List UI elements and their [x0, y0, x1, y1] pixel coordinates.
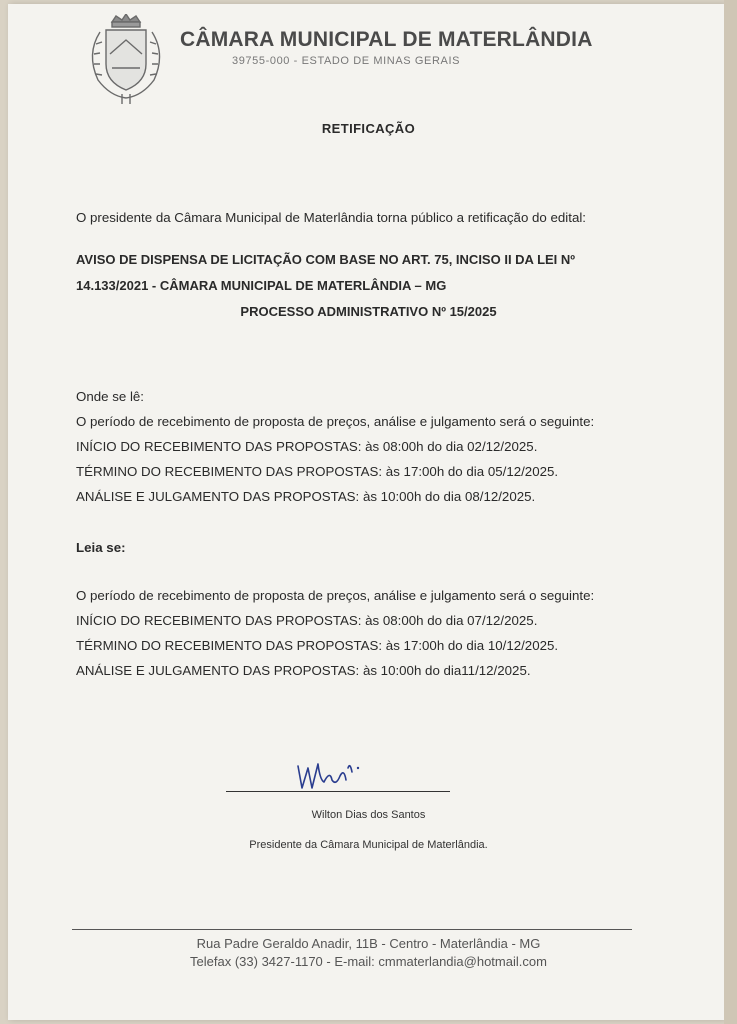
signature-line	[226, 791, 450, 792]
where-reads-analysis: ANÁLISE E JULGAMENTO DAS PROPOSTAS: às 10:00h do dia 08/12/2025.	[76, 489, 536, 504]
org-address: 39755-000 - ESTADO DE MINAS GERAIS	[232, 55, 461, 67]
document-title: RETIFICAÇÃO	[321, 121, 416, 136]
signer-name: Wilton Dias dos Santos	[311, 809, 426, 821]
document-page	[8, 4, 724, 1020]
read-as-analysis: ANÁLISE E JULGAMENTO DAS PROPOSTAS: às 10:00h do dia11/12/2025.	[76, 663, 531, 678]
where-reads-label: Onde se lê:	[76, 389, 145, 404]
read-as-intro: O período de recebimento de proposta de preços, análise e julgamento será o seguinte:	[76, 588, 595, 603]
intro-paragraph: O presidente da Câmara Municipal de Materlândia torna público a retificação do edital:	[76, 210, 587, 225]
notice-line-3: PROCESSO ADMINISTRATIVO Nº 15/2025	[240, 304, 497, 319]
coat-of-arms-icon	[82, 14, 170, 106]
footer-address: Rua Padre Geraldo Anadir, 11B - Centro - Materlândia - MG	[196, 936, 541, 951]
read-as-end: TÉRMINO DO RECEBIMENTO DAS PROPOSTAS: às 17:00h do dia 10/12/2025.	[76, 638, 559, 653]
table-surface	[724, 0, 737, 1024]
footer-divider	[72, 929, 632, 930]
read-as-label: Leia se:	[76, 540, 126, 555]
read-as-start: INÍCIO DO RECEBIMENTO DAS PROPOSTAS: às 08:00h do dia 07/12/2025.	[76, 613, 538, 628]
signer-role: Presidente da Câmara Municipal de Materlândia.	[249, 839, 488, 851]
where-reads-intro: O período de recebimento de proposta de preços, análise e julgamento será o seguinte:	[76, 414, 595, 429]
where-reads-end: TÉRMINO DO RECEBIMENTO DAS PROPOSTAS: às 17:00h do dia 05/12/2025.	[76, 464, 559, 479]
notice-line-2: 14.133/2021 - CÂMARA MUNICIPAL DE MATERLÂNDIA – MG	[76, 278, 447, 293]
notice-line-1: AVISO DE DISPENSA DE LICITAÇÃO COM BASE NO ART. 75, INCISO II DA LEI Nº	[76, 252, 576, 267]
where-reads-start: INÍCIO DO RECEBIMENTO DAS PROPOSTAS: às 08:00h do dia 02/12/2025.	[76, 439, 538, 454]
org-name: CÂMARA MUNICIPAL DE MATERLÂNDIA	[180, 28, 593, 51]
handwritten-signature	[292, 758, 362, 792]
footer-contact: Telefax (33) 3427-1170 - E-mail: cmmaterlandia@hotmail.com	[190, 954, 547, 969]
